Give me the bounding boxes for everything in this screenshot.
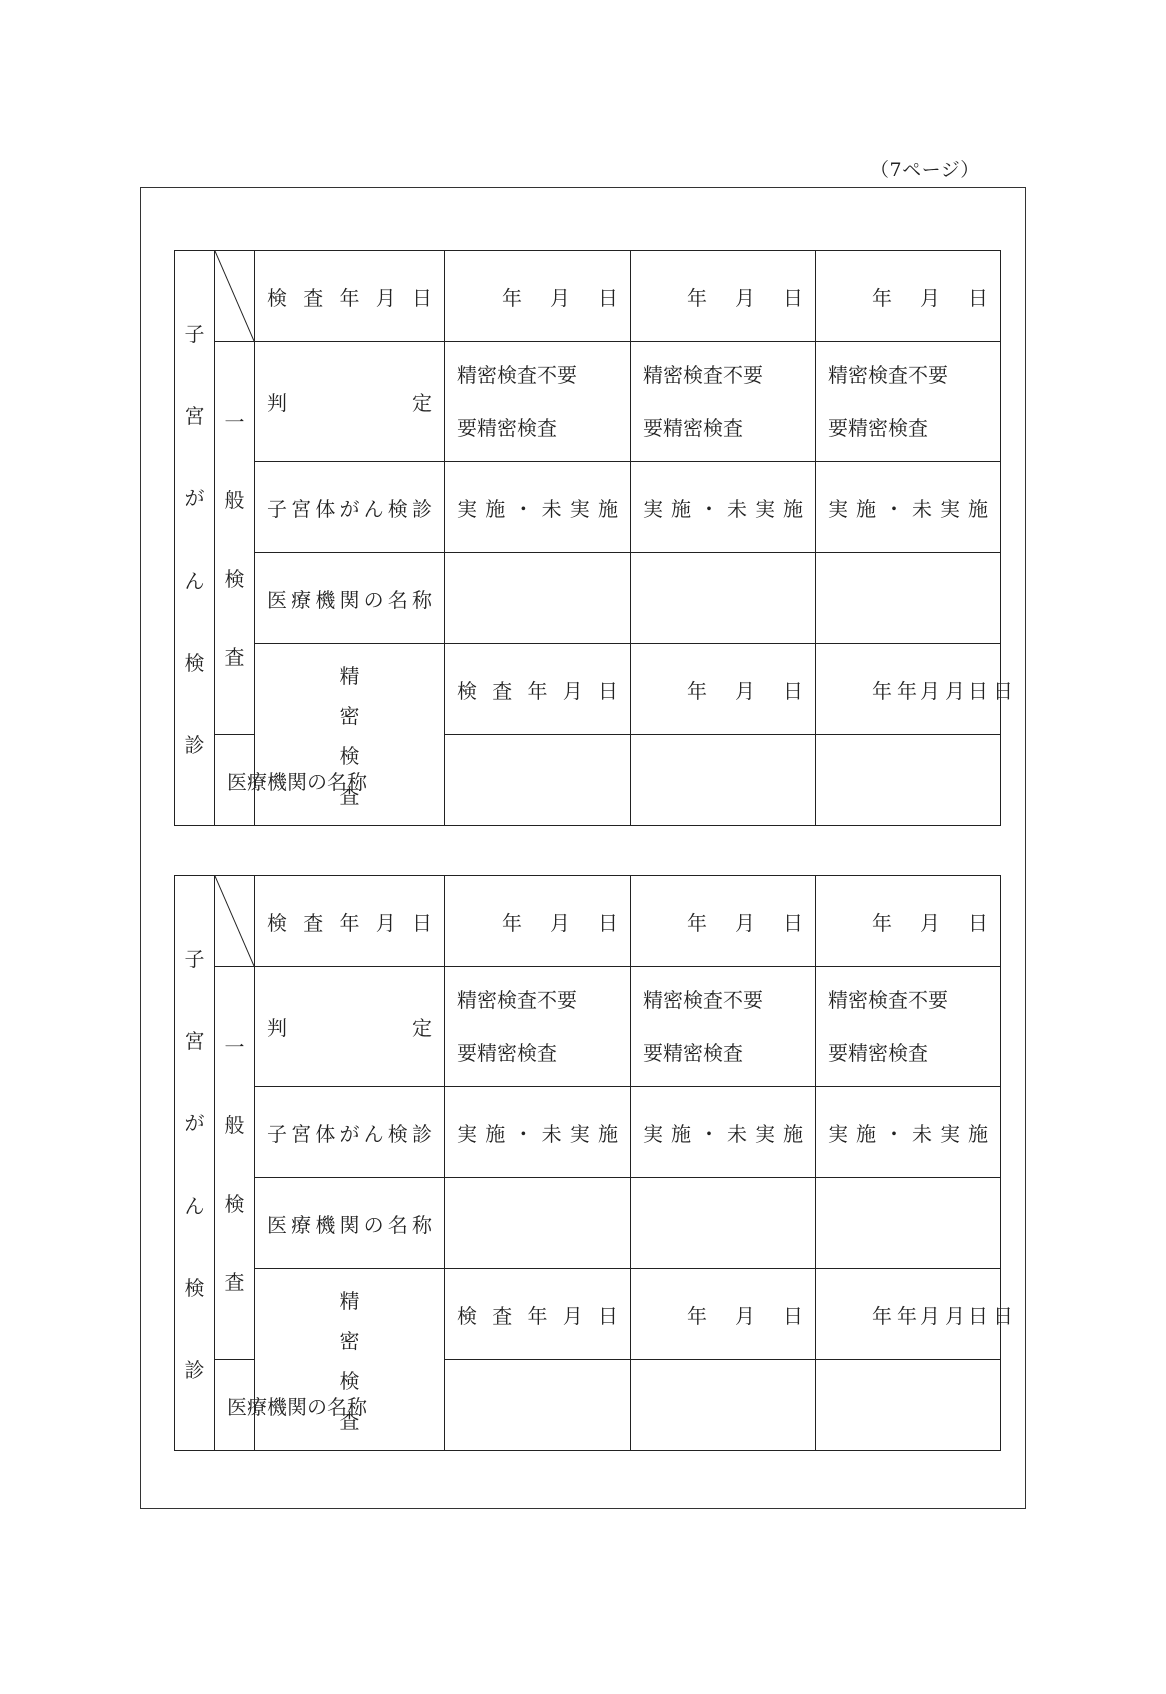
exam-date-cell[interactable] <box>445 876 631 967</box>
label-char: 称 <box>411 1212 432 1237</box>
outer-label-char: 検 <box>184 1275 205 1300</box>
label-char: 未 <box>727 496 747 521</box>
label-char: 体 <box>315 1121 336 1146</box>
label-char: 実 <box>569 1121 590 1146</box>
label-char: 未 <box>912 496 932 521</box>
spread-label <box>267 1118 432 1147</box>
detailed-label-char: 密 <box>339 1328 360 1353</box>
date-part: 日 <box>783 678 803 703</box>
institution-name-cell[interactable] <box>445 1178 631 1269</box>
exam-date-cell[interactable] <box>816 251 1001 342</box>
label-char: 施 <box>856 496 876 521</box>
exam-date-label <box>255 251 445 342</box>
implementation-cell[interactable] <box>631 462 816 553</box>
institution-name-cell[interactable] <box>631 1178 816 1269</box>
label-char: 施 <box>671 1121 691 1146</box>
label-char: 日 <box>598 1303 618 1328</box>
label-char: 実 <box>755 496 775 521</box>
outer-label-char: 子 <box>184 322 205 346</box>
date-part: 日 <box>783 285 803 310</box>
date-part: 日 <box>598 910 618 935</box>
detailed-institution-name-cell[interactable] <box>445 735 631 826</box>
date-part: 年 <box>897 1303 917 1328</box>
spread-label <box>267 493 432 522</box>
label-char: 検 <box>457 1303 477 1328</box>
date-part: 年 <box>687 910 707 935</box>
judgement-cell[interactable] <box>631 342 816 462</box>
exam-date-text <box>267 907 432 936</box>
detailed-institution-name-label <box>215 735 367 826</box>
date-part: 月 <box>920 1303 940 1328</box>
label-char: ・ <box>699 496 719 521</box>
date-part: 月 <box>735 285 755 310</box>
label-char: 査 <box>492 1303 513 1328</box>
label-char: ・ <box>699 1121 719 1146</box>
label-char: 月 <box>375 285 396 310</box>
general-exam-label <box>215 342 255 735</box>
judgement-option[interactable]: 要精密検査 <box>643 415 743 440</box>
judgement-cell[interactable] <box>816 342 1001 462</box>
label-char: 機 <box>267 1394 287 1419</box>
general-label-char: 般 <box>224 1113 245 1138</box>
implementation-cell[interactable] <box>445 1087 631 1178</box>
date-part: 年 <box>872 1303 892 1328</box>
judgement-label-char: 判 <box>267 1016 287 1040</box>
label-char: の <box>307 769 327 794</box>
label-char: 実 <box>457 1121 477 1146</box>
label-char: 施 <box>783 1121 803 1146</box>
label-char: 査 <box>303 910 324 935</box>
label-char: 称 <box>347 1394 367 1419</box>
date-part: 月 <box>920 285 940 310</box>
date-part: 年 <box>687 678 707 703</box>
judgement-option[interactable]: 要精密検査 <box>643 1040 743 1065</box>
date-part: 年 <box>502 285 522 310</box>
label-char: 未 <box>541 496 562 521</box>
spread-label <box>267 584 432 613</box>
institution-name-cell[interactable] <box>816 553 1001 644</box>
label-char: 検 <box>387 1121 408 1146</box>
diagonal-cell <box>215 251 255 342</box>
label-char: 月 <box>375 910 396 935</box>
label-char: 宮 <box>291 496 312 521</box>
detailed-label-char: 査 <box>339 1409 360 1434</box>
label-char: 名 <box>327 1394 347 1419</box>
label-char: ん <box>363 496 384 521</box>
judgement-option[interactable]: 要精密検査 <box>828 415 928 440</box>
label-char: 実 <box>755 1121 775 1146</box>
outer-label-char: が <box>184 486 205 511</box>
outer-label-char: ん <box>184 1193 205 1218</box>
judgement-cell[interactable] <box>445 967 631 1087</box>
label-char: 未 <box>912 1121 932 1146</box>
date-part: 日 <box>993 1303 1013 1328</box>
label-char: 検 <box>387 496 408 521</box>
implementation-cell[interactable] <box>445 462 631 553</box>
label-char: 年 <box>527 1303 548 1328</box>
general-label-char: 検 <box>224 566 245 591</box>
uterine-body-screening-label <box>255 1087 445 1178</box>
label-char: 年 <box>339 910 360 935</box>
label-char: 実 <box>643 496 663 521</box>
date-part: 年 <box>502 910 522 935</box>
judgement-label-char: 判 <box>267 391 287 415</box>
page-number: （7ページ） <box>870 159 980 181</box>
label-char: 実 <box>940 1121 960 1146</box>
label-char: 療 <box>291 1212 312 1237</box>
date-part: 月 <box>735 1303 755 1328</box>
spread-label <box>643 1118 803 1147</box>
general-label-char: 般 <box>224 488 245 513</box>
outer-label-char: 検 <box>184 650 205 675</box>
label-char: 年 <box>339 285 360 310</box>
spread-label <box>643 493 803 522</box>
judgement-option[interactable]: 要精密検査 <box>457 415 557 440</box>
date-part: 日 <box>993 678 1013 703</box>
label-char: が <box>339 496 360 521</box>
label-char: 関 <box>339 1212 360 1237</box>
label-char: の <box>363 587 384 612</box>
date-part: 年 <box>687 1303 707 1328</box>
label-char: ・ <box>513 1121 534 1146</box>
detailed-exam-date-cell[interactable] <box>631 1269 816 1360</box>
label-char: 機 <box>315 1212 336 1237</box>
label-char: 施 <box>597 1121 618 1146</box>
label-char: 体 <box>315 496 336 521</box>
label-char: 医 <box>267 587 287 612</box>
label-char: 称 <box>411 587 432 612</box>
label-char: 子 <box>267 496 287 521</box>
judgement-label <box>255 967 445 1087</box>
institution-name-cell[interactable] <box>445 553 631 644</box>
judgement-cell[interactable] <box>631 967 816 1087</box>
label-char: 実 <box>940 496 960 521</box>
cancer-screening-table <box>174 250 1013 826</box>
general-exam-label <box>215 967 255 1360</box>
label-char: 療 <box>291 587 312 612</box>
label-char: 名 <box>387 587 408 612</box>
exam-date-cell[interactable] <box>631 876 816 967</box>
date-part: 日 <box>598 285 618 310</box>
label-char: 施 <box>485 496 506 521</box>
date-part: 月 <box>920 678 940 703</box>
date-part: 日 <box>968 285 988 310</box>
date-part: 日 <box>968 910 988 935</box>
label-char: の <box>307 1394 327 1419</box>
judgement-cell[interactable] <box>445 342 631 462</box>
label-char: 子 <box>267 1121 287 1146</box>
spread-label <box>267 1209 432 1238</box>
label-char: 診 <box>411 1121 432 1146</box>
label-char: 施 <box>671 496 691 521</box>
spread-label <box>457 493 618 522</box>
uterine-cancer-screening-label <box>175 251 215 826</box>
label-char: 実 <box>643 1121 663 1146</box>
label-char: 称 <box>347 769 367 794</box>
label-char: 未 <box>727 1121 747 1146</box>
label-char: 関 <box>287 769 307 794</box>
date-part: 日 <box>783 910 803 935</box>
date-part: 年 <box>687 285 707 310</box>
label-char: 査 <box>492 678 513 703</box>
detailed-label-char: 精 <box>339 663 360 688</box>
label-char: ・ <box>513 496 534 521</box>
institution-name-cell[interactable] <box>631 553 816 644</box>
general-label-char: 一 <box>224 409 245 434</box>
label-char: ・ <box>884 1121 904 1146</box>
date-part: 月 <box>735 910 755 935</box>
label-char: 実 <box>828 496 848 521</box>
general-label-char: 検 <box>224 1191 245 1216</box>
diagonal-cell <box>215 876 255 967</box>
label-char: 実 <box>569 496 590 521</box>
outer-label-char: が <box>184 1111 205 1136</box>
judgement-option[interactable]: 精密検査不要 <box>643 987 763 1012</box>
label-char: 検 <box>267 285 287 310</box>
spread-label <box>227 766 367 795</box>
date-part: 日 <box>968 1303 988 1328</box>
detailed-exam-label <box>255 1269 445 1451</box>
label-char: 施 <box>783 496 803 521</box>
label-char: 未 <box>541 1121 562 1146</box>
detailed-exam-date-label <box>445 644 631 735</box>
date-part: 月 <box>920 910 940 935</box>
detailed-institution-name-cell[interactable] <box>631 735 816 826</box>
detailed-label-char: 検 <box>339 1369 360 1394</box>
outer-label-char: 子 <box>184 947 205 971</box>
date-part: 年 <box>897 678 917 703</box>
outer-label-char: 診 <box>184 1357 205 1382</box>
label-char: 療 <box>247 769 267 794</box>
date-part: 日 <box>968 678 988 703</box>
label-char: 機 <box>315 587 336 612</box>
spread-label <box>227 1391 367 1420</box>
detailed-institution-name-cell[interactable] <box>445 1360 631 1451</box>
uterine-body-screening-label <box>255 462 445 553</box>
detailed-exam-date-label <box>445 1269 631 1360</box>
label-char: 月 <box>562 678 583 703</box>
spread-label <box>828 1118 988 1147</box>
label-char: 施 <box>968 496 988 521</box>
uterine-cancer-screening-label <box>175 876 215 1451</box>
label-char: 施 <box>968 1121 988 1146</box>
detailed-label-char: 検 <box>339 744 360 769</box>
detailed-label-char: 査 <box>339 784 360 809</box>
general-label-char: 査 <box>224 645 245 670</box>
outer-label-char: 宮 <box>184 404 205 429</box>
date-part: 年 <box>872 678 892 703</box>
implementation-cell[interactable] <box>816 462 1001 553</box>
judgement-cell[interactable] <box>816 967 1001 1087</box>
label-char: 診 <box>411 496 432 521</box>
judgement-option[interactable]: 精密検査不要 <box>828 362 948 387</box>
exam-date-cell[interactable] <box>816 876 1001 967</box>
outer-label-char: 診 <box>184 732 205 757</box>
detailed-label-char: 密 <box>339 703 360 728</box>
implementation-cell[interactable] <box>631 1087 816 1178</box>
label-char: が <box>339 1121 360 1146</box>
detailed-label-char: 精 <box>339 1288 360 1313</box>
label-char: 療 <box>247 1394 267 1419</box>
label-char: 機 <box>267 769 287 794</box>
judgement-label-char: 定 <box>412 1016 432 1040</box>
judgement-option[interactable]: 精密検査不要 <box>457 362 577 387</box>
date-part: 日 <box>783 1303 803 1328</box>
label-char: 名 <box>387 1212 408 1237</box>
judgement-option[interactable]: 精密検査不要 <box>457 987 577 1012</box>
judgement-option[interactable]: 精密検査不要 <box>643 362 763 387</box>
date-part: 月 <box>945 678 965 703</box>
label-char: 関 <box>339 587 360 612</box>
spread-label <box>457 1300 618 1329</box>
label-char: ・ <box>884 496 904 521</box>
label-char: 年 <box>527 678 548 703</box>
exam-date-cell[interactable] <box>631 251 816 342</box>
label-char: 実 <box>457 496 477 521</box>
label-char: ん <box>363 1121 384 1146</box>
label-char: 医 <box>227 769 247 794</box>
label-char: 施 <box>856 1121 876 1146</box>
cancer-screening-table <box>174 875 1013 1451</box>
exam-date-cell[interactable] <box>445 251 631 342</box>
judgement-option[interactable]: 要精密検査 <box>828 1040 928 1065</box>
label-char: 施 <box>597 496 618 521</box>
date-part: 月 <box>550 285 570 310</box>
institution-name-label <box>255 553 445 644</box>
outer-label-char: 宮 <box>184 1029 205 1054</box>
detailed-exam-date-cell[interactable] <box>631 644 816 735</box>
spread-label <box>457 675 618 704</box>
implementation-cell[interactable] <box>816 1087 1001 1178</box>
exam-date-text <box>267 282 432 311</box>
label-char: 検 <box>267 910 287 935</box>
label-char: 施 <box>485 1121 506 1146</box>
label-char: 医 <box>227 1394 247 1419</box>
label-char: 日 <box>412 910 432 935</box>
institution-name-label <box>255 1178 445 1269</box>
date-part: 年 <box>872 910 892 935</box>
detailed-institution-name-cell[interactable] <box>816 1360 1001 1451</box>
label-char: 実 <box>828 1121 848 1146</box>
general-label-char: 査 <box>224 1270 245 1295</box>
detailed-exam-label <box>255 644 445 826</box>
date-part: 年 <box>872 285 892 310</box>
label-char: 関 <box>287 1394 307 1419</box>
label-char: の <box>363 1212 384 1237</box>
date-part: 月 <box>945 1303 965 1328</box>
judgement-label <box>255 342 445 462</box>
label-char: 日 <box>598 678 618 703</box>
spread-label <box>828 493 988 522</box>
label-char: 宮 <box>291 1121 312 1146</box>
detailed-institution-name-cell[interactable] <box>631 1360 816 1451</box>
label-char: 査 <box>303 285 324 310</box>
outer-label-char: ん <box>184 568 205 593</box>
label-char: 医 <box>267 1212 287 1237</box>
judgement-label-char: 定 <box>412 391 432 415</box>
label-char: 名 <box>327 769 347 794</box>
institution-name-cell[interactable] <box>816 1178 1001 1269</box>
judgement-option[interactable]: 精密検査不要 <box>828 987 948 1012</box>
general-label-char: 一 <box>224 1034 245 1059</box>
label-char: 月 <box>562 1303 583 1328</box>
label-char: 日 <box>412 285 432 310</box>
detailed-institution-name-cell[interactable] <box>816 735 1001 826</box>
exam-date-label <box>255 876 445 967</box>
detailed-institution-name-label <box>215 1360 367 1451</box>
date-part: 月 <box>735 678 755 703</box>
label-char: 検 <box>457 678 477 703</box>
judgement-option[interactable]: 要精密検査 <box>457 1040 557 1065</box>
date-part: 月 <box>550 910 570 935</box>
spread-label <box>457 1118 618 1147</box>
